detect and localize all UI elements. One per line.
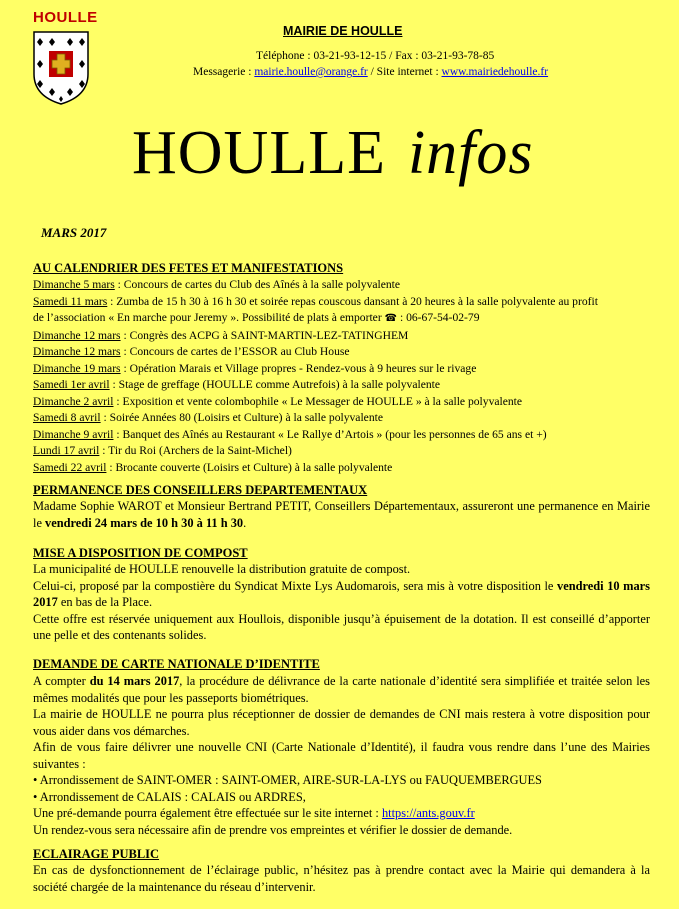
- event-date: Dimanche 9 avril: [33, 427, 114, 441]
- calendar-item: [33, 277, 653, 294]
- event-date: Dimanche 12 mars: [33, 345, 121, 358]
- coat-of-arms-icon: [32, 30, 90, 106]
- mairie-title: MAIRIE DE HOULLE: [283, 24, 403, 38]
- event-date: Samedi 22 avril: [33, 460, 107, 474]
- calendar-item: [33, 460, 653, 477]
- calendar-item: [33, 410, 653, 427]
- cni-bullet: • Arrondissement de SAINT-OMER : SAINT-OMER, AIRE-SUR-LA-LYS ou FAUQUEMBERGUES: [33, 773, 542, 787]
- cni-paragraph: Afin de vous faire délivrer une nouvelle CNI (Carte Nationale d’Identité), il faudra vous rendre dans l’une des Mairies suivantes :: [33, 740, 650, 771]
- cni-paragraph: Un rendez-vous sera nécessaire afin de prendre vos empreintes et vérifier le dossier de demande.: [33, 822, 513, 837]
- email-link[interactable]: mairie.houlle@orange.fr: [254, 66, 368, 78]
- cni-bullet: • Arrondissement de CALAIS : CALAIS ou ARDRES,: [33, 789, 306, 804]
- eclairage-heading: ECLAIRAGE PUBLIC: [33, 847, 160, 861]
- calendar-item: [33, 427, 653, 444]
- cni-paragraph: [33, 805, 650, 822]
- cni-intro-end: , la procédure de délivrance de la carte nationale d’identité sera simplifiée et traitée selon les mêmes modalités que pour les passeports biométriques.: [33, 674, 650, 705]
- event-date: Dimanche 2 avril: [33, 394, 114, 408]
- permanence-date: vendredi 24 mars de 10 h 30 à 11 h 30: [45, 515, 244, 530]
- event-date: Lundi 17 avril: [33, 444, 100, 457]
- calendar-item-continuation: [33, 310, 653, 328]
- event-date: Samedi 8 avril: [33, 411, 101, 424]
- compost-date: vendredi 10 mars 2017: [33, 578, 651, 609]
- cni-paragraph: [33, 673, 650, 706]
- compost-body: Celui-ci, proposé par la compostière du Syndicat Mixte Lys Audomarois, sera mis à votre disposition le: [33, 578, 558, 593]
- permanence-end: .: [243, 515, 247, 530]
- permanence-text: [33, 498, 650, 531]
- event-date: Dimanche 19 mars: [33, 361, 121, 375]
- title-main: HOULLE: [132, 119, 386, 187]
- event-date: Dimanche 5 mars: [33, 278, 115, 291]
- event-text: : Exposition et vente colombophile « Le Messager de HOULLE » à la salle polyvalente: [113, 394, 523, 408]
- telephone-icon: ☎: [384, 313, 398, 324]
- compost-location: en bas de la Place.: [57, 595, 153, 609]
- cni-date: du 14 mars 2017: [89, 674, 180, 688]
- event-text: : Tir du Roi (Archers de la Saint-Michel): [99, 444, 292, 457]
- phone-fax-line: Téléphone : 03-21-93-12-15 / Fax : 03-21-93-78-85: [256, 50, 495, 62]
- contact-line: [193, 66, 548, 78]
- site-label: / Site internet :: [367, 66, 442, 78]
- calendar-item: [33, 377, 653, 394]
- cni-intro: A compter: [33, 674, 90, 688]
- compost-text: [33, 561, 650, 644]
- messagerie-label: Messagerie :: [193, 66, 255, 78]
- crest-label: HOULLE: [33, 9, 98, 26]
- calendar-item: [33, 328, 653, 345]
- cni-paragraph: La mairie de HOULLE ne pourra plus réceptionner de dossier de demandes de CNI mais restera à votre disposition pour vous aider dans vos démarches.: [33, 707, 650, 738]
- eclairage-text: En cas de dysfonctionnement de l’éclairage public, n’hésitez pas à prendre contact avec la Mairie qui demandera à la société chargée de la maintenance du réseau d’intervenir.: [33, 863, 650, 894]
- calendar-item: [33, 443, 653, 460]
- event-date: Samedi 1er avril: [33, 378, 110, 391]
- permanence-body: Madame Sophie WAROT et Monsieur Bertrand PETIT, Conseillers Départementaux, assureront une permanence en Mairie le: [33, 499, 650, 530]
- issue-month: MARS 2017: [41, 225, 107, 240]
- compost-heading: MISE A DISPOSITION DE COMPOST: [33, 546, 248, 560]
- calendar-item: [33, 361, 653, 378]
- compost-paragraph: La municipalité de HOULLE renouvelle la distribution gratuite de compost.: [33, 562, 411, 576]
- event-text: : Banquet des Aînés au Restaurant « Le Rallye d’Artois » (pour les personnes de 65 ans et +): [113, 427, 547, 441]
- calendar-heading: AU CALENDRIER DES FETES ET MANIFESTATIONS: [33, 261, 344, 275]
- event-date: Samedi 11 mars: [33, 294, 108, 308]
- event-text: : Concours de cartes du Club des Aînés à la salle polyvalente: [114, 278, 401, 291]
- calendar-item: [33, 344, 653, 361]
- event-text: : Stage de greffage (HOULLE comme Autrefois) à la salle polyvalente: [109, 378, 441, 391]
- website-link[interactable]: www.mairiedehoulle.fr: [441, 66, 549, 78]
- event-text: : Congrès des ACPG à SAINT-MARTIN-LEZ-TATINGHEM: [120, 328, 409, 342]
- ants-link[interactable]: https://ants.gouv.fr: [381, 806, 475, 820]
- event-text: de l’association « En marche pour Jeremy ». Possibilité de plats à emporter: [33, 311, 385, 324]
- cni-heading: DEMANDE DE CARTE NATIONALE D’IDENTITE: [33, 657, 320, 671]
- event-text: : Concours de cartes de l’ESSOR au Club House: [120, 345, 350, 358]
- title-accent: infos: [407, 119, 534, 187]
- cni-predemande: Une pré-demande pourra également être effectuée sur le site internet :: [33, 806, 382, 820]
- event-text: : Soirée Années 80 (Loisirs et Culture) à la salle polyvalente: [100, 411, 383, 424]
- event-date: Dimanche 12 mars: [33, 328, 121, 342]
- event-text: : Opération Marais et Village propres - Rendez-vous à 9 heures sur le rivage: [120, 361, 477, 375]
- compost-paragraph: [33, 578, 650, 611]
- event-text: : Brocante couverte (Loisirs et Culture) à la salle polyvalente: [106, 460, 393, 474]
- event-text: : Zumba de 15 h 30 à 16 h 30 et soirée repas couscous dansant à 20 heures à la salle polyvalente au profit: [107, 294, 598, 308]
- newsletter-title: [132, 118, 534, 189]
- compost-paragraph: Cette offre est réservée uniquement aux Houllois, disponible jusqu’à épuisement de la dotation. Il est conseillé d’apporter une pelle et des contenants solides.: [33, 611, 650, 642]
- event-phone: : 06-67-54-02-79: [397, 311, 480, 324]
- cni-text: [33, 673, 650, 838]
- calendar-list: [33, 277, 653, 476]
- calendar-item: [33, 394, 653, 411]
- calendar-item: [33, 294, 653, 311]
- permanence-heading: PERMANENCE DES CONSEILLERS DEPARTEMENTAUX: [33, 483, 368, 497]
